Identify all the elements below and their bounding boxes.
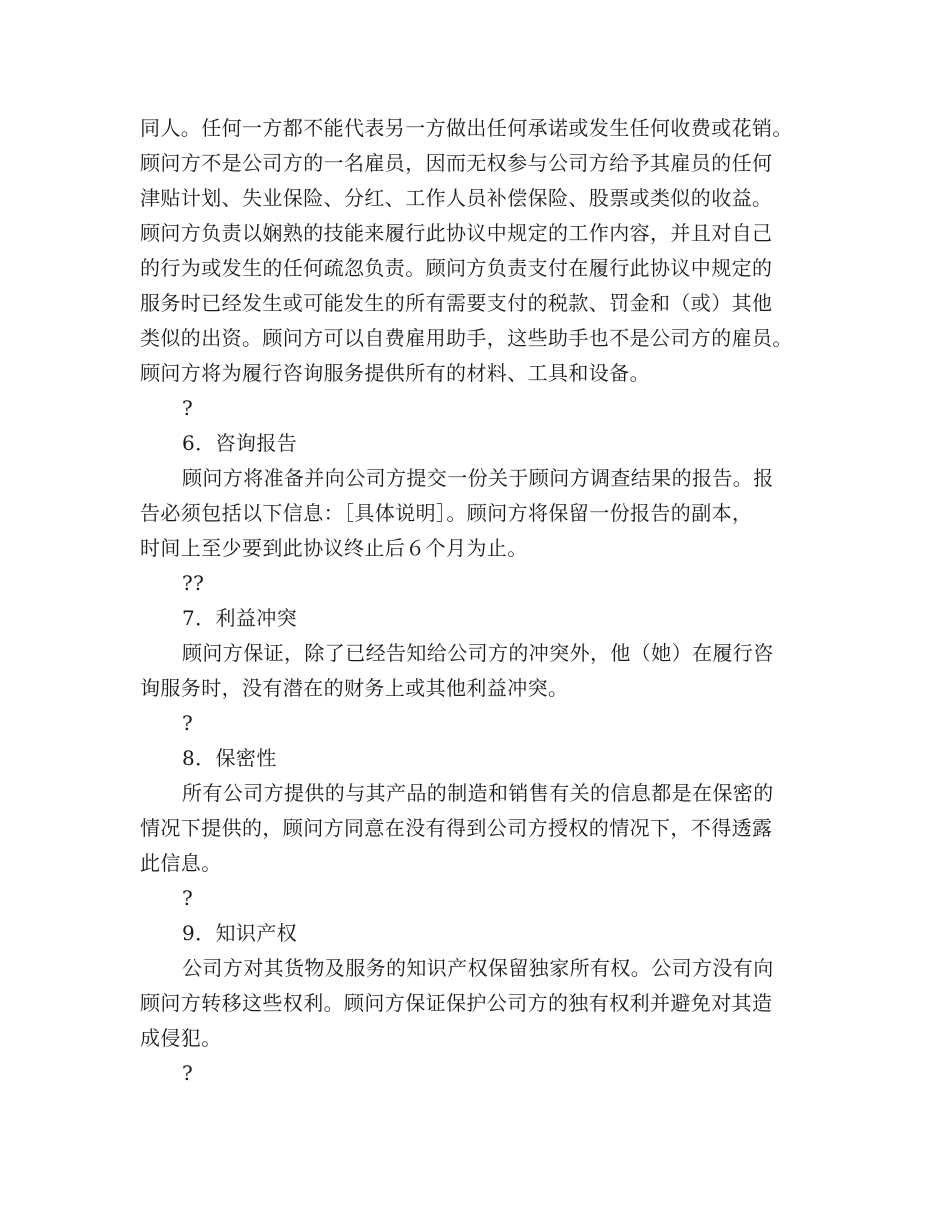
section-conflict-of-interest [140, 601, 820, 741]
placeholder-mark: ? [182, 886, 194, 910]
text-line: 同人。任何一方都不能代表另一方做出任何承诺或发生任何收费或花销。 [140, 116, 793, 140]
text-line: 服务时已经发生或可能发生的所有需要支付的税款、罚金和（或）其他 [140, 291, 773, 315]
section-heading: 9．知识产权 [182, 921, 298, 945]
text-line: 此信息。 [140, 851, 222, 875]
text-line: 询服务时，没有潜在的财务上或其他利益冲突。 [140, 676, 569, 700]
text-line: 公司方对其货物及服务的知识产权保留独家所有权。公司方没有向 [182, 956, 774, 980]
text-line: 顾问方负责以娴熟的技能来履行此协议中规定的工作内容，并且对自己 [140, 221, 773, 245]
text-line: 顾问方转移这些权利。顾问方保证保护公司方的独有权利并避免对其造 [140, 991, 773, 1015]
placeholder-mark: ? [182, 711, 194, 735]
intro-paragraph [140, 111, 820, 391]
text-line: 顾问方将为履行咨询服务提供所有的材料、工具和设备。 [140, 361, 650, 385]
placeholder-mark: ? [182, 1061, 194, 1085]
text-line: 津贴计划、失业保险、分红、工作人员补偿保险、股票或类似的收益。 [140, 186, 773, 210]
text-line: 情况下提供的，顾问方同意在没有得到公司方授权的情况下，不得透露 [140, 816, 773, 840]
section-heading: 8．保密性 [182, 746, 277, 770]
text-line: 成侵犯。 [140, 1026, 222, 1050]
section-heading: 7．利益冲突 [182, 606, 298, 630]
document-page [140, 111, 820, 1091]
section-heading: 6．咨询报告 [182, 431, 298, 455]
text-line: 所有公司方提供的与其产品的制造和销售有关的信息都是在保密的 [182, 781, 774, 805]
text-line: 顾问方不是公司方的一名雇员，因而无权参与公司方给予其雇员的任何 [140, 151, 773, 175]
section-consulting-report [140, 426, 820, 601]
text-line: 顾问方保证，除了已经告知给公司方的冲突外，他（她）在履行咨 [182, 641, 774, 665]
placeholder-mark: ?? [182, 571, 205, 595]
text-line: 的行为或发生的任何疏忽负责。顾问方负责支付在履行此协议中规定的 [140, 256, 773, 280]
section-intellectual-property [140, 916, 820, 1091]
text-line: 类似的出资。顾问方可以自费雇用助手，这些助手也不是公司方的雇员。 [140, 326, 793, 350]
text-line: 顾问方将准备并向公司方提交一份关于顾问方调查结果的报告。报 [182, 466, 774, 490]
text-line: 时间上至少要到此协议终止后６个月为止。 [140, 536, 528, 560]
placeholder-mark: ? [182, 396, 194, 420]
section-confidentiality [140, 741, 820, 916]
text-line: 告必须包括以下信息：［具体说明］。顾问方将保留一份报告的副本， [140, 501, 753, 525]
